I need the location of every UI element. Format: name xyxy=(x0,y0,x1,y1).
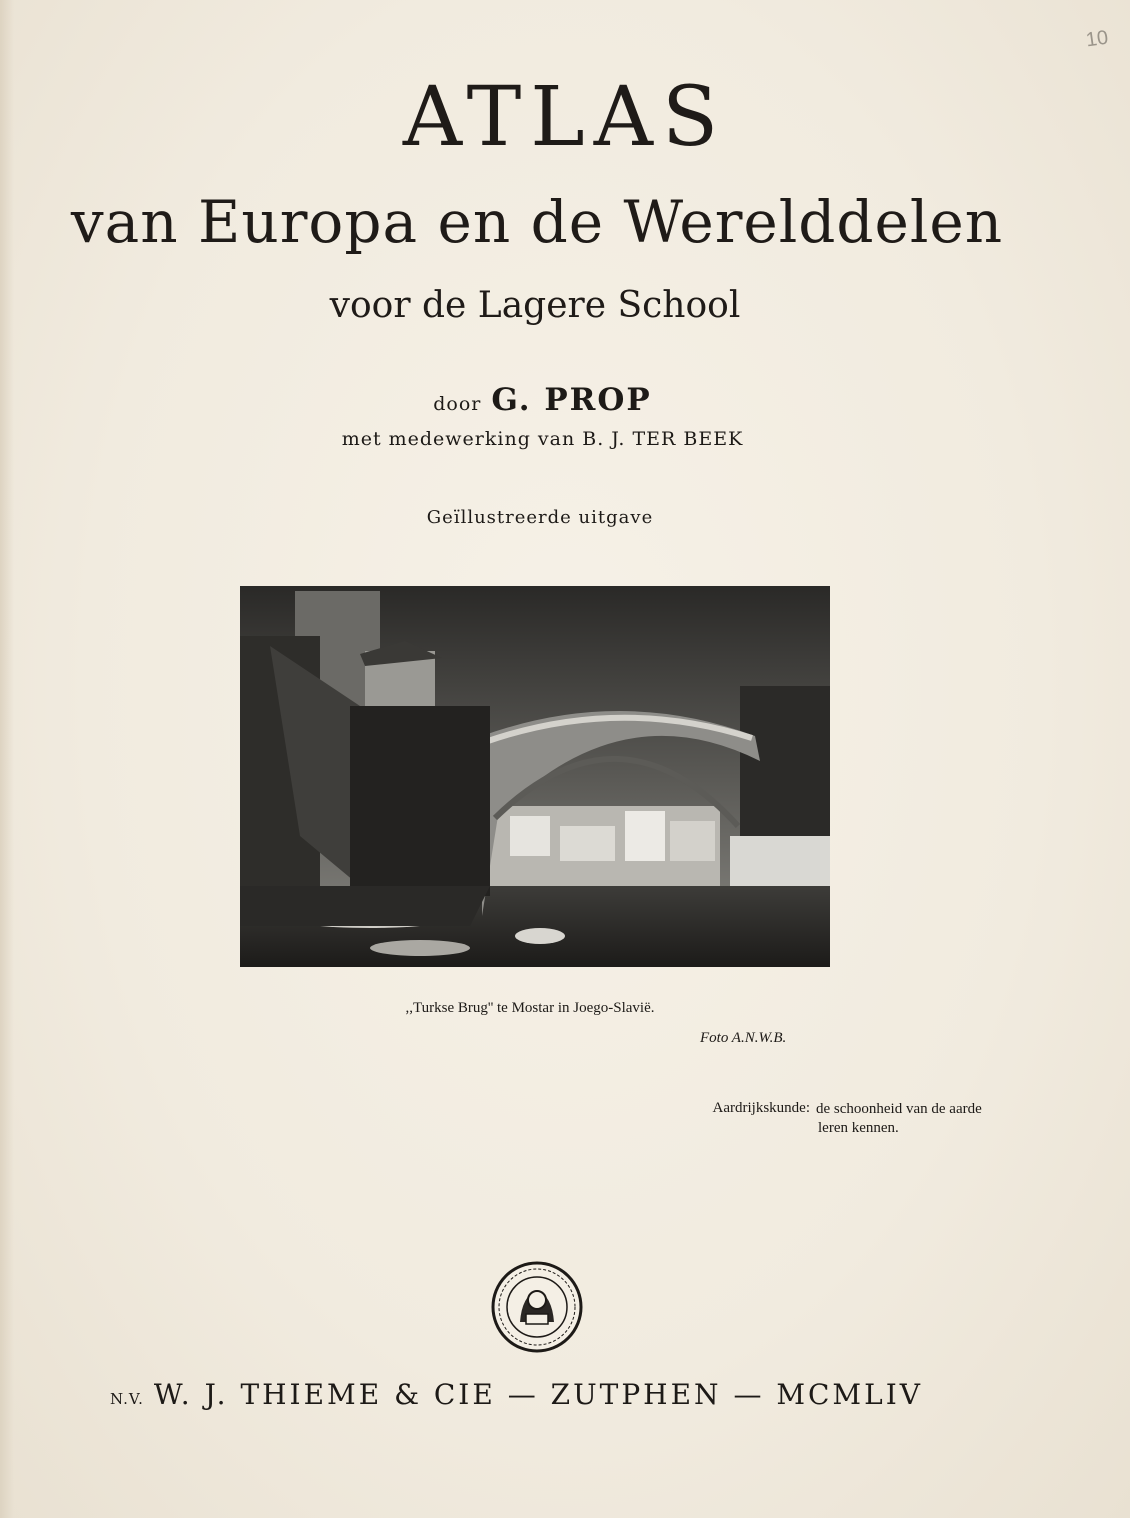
book-title: ATLAS xyxy=(402,70,728,165)
motto-text xyxy=(816,1100,1046,1138)
collaboration-line: met medewerking van B. J. TER BEEK xyxy=(341,428,744,450)
motto-line-2: leren kennen. xyxy=(818,1120,899,1136)
motto-line-1: de schoonheid van de aarde xyxy=(816,1101,982,1117)
page-number-mark: 10 xyxy=(1084,26,1110,52)
page-edge-shadow xyxy=(0,0,14,1518)
edition-label: Geïllustreerde uitgave xyxy=(426,507,654,528)
author-prefix: door xyxy=(433,393,482,415)
author-name: G. PROP xyxy=(491,382,652,418)
book-subtitle-secondary: voor de Lagere School xyxy=(329,285,741,326)
publisher-imprint xyxy=(110,1378,970,1411)
bridge-photo xyxy=(240,586,830,967)
publisher-seal-icon xyxy=(490,1260,584,1354)
motto-label: Aardrijkskunde: xyxy=(712,1100,810,1116)
photo-credit: Foto A.N.W.B. xyxy=(700,1030,787,1046)
imprint-prefix: N.V. xyxy=(110,1390,144,1408)
photo-caption: ,,Turkse Brug'' te Mostar in Joego-Slavië. xyxy=(405,1000,655,1016)
author-line xyxy=(5,382,1080,418)
book-subtitle: van Europa en de Werelddelen xyxy=(70,188,1004,256)
imprint-text: W. J. THIEME & CIE — ZUTPHEN — MCMLIV xyxy=(153,1378,923,1411)
